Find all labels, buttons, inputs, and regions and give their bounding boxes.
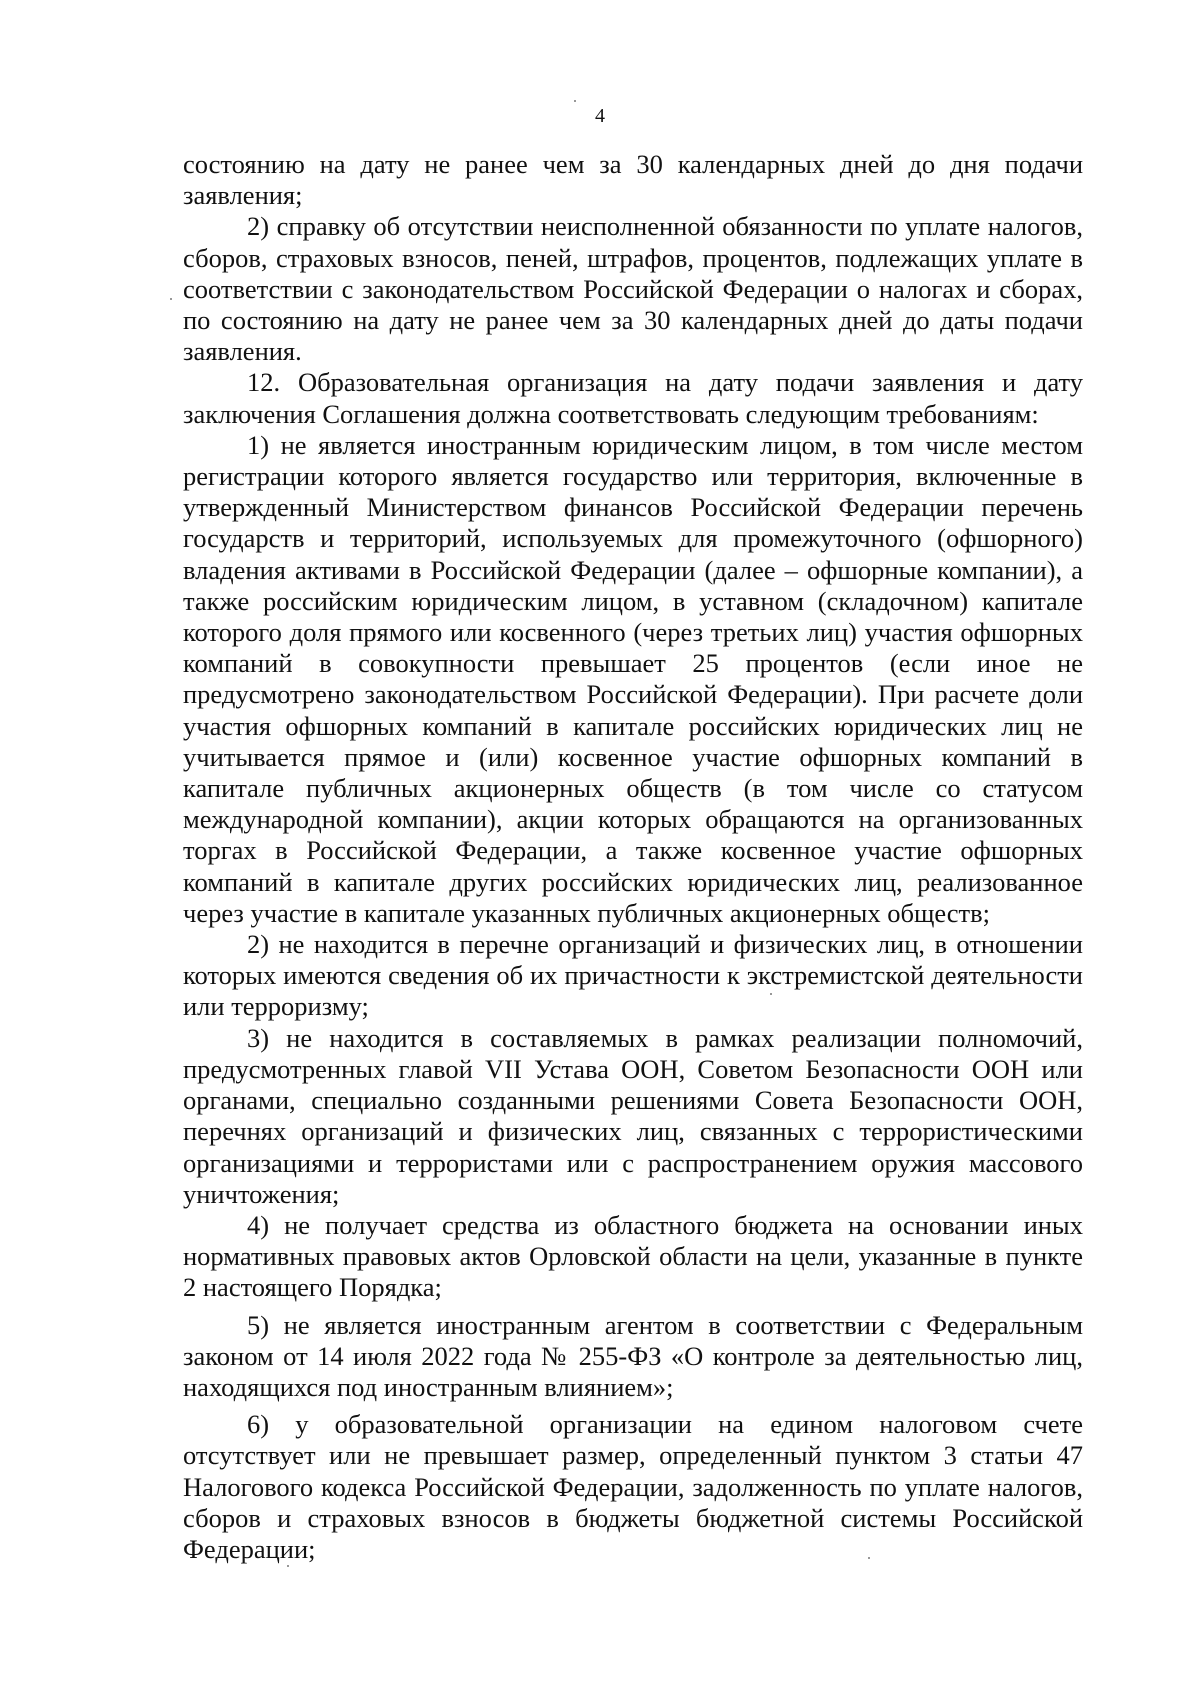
paragraph-requirement-1: 1) не является иностранным юридическим лицом, в том числе местом регистрации которого является государство или территория, включенные в утвержденный Министерством финансов Российской Федерации перечень государств и территорий, используемых для промежуточного (офшорного) владения активами в Российской Федерации (далее – офшорные компании), а также российским юридическим лицом, в уставном (складочном) капитале которого доля прямого или косвенного (через третьих лиц) участия офшорных компаний в совокупности превышает 25 процентов (если иное не предусмотрено законодательством Российской Федерации). При расчете доли участия офшорных компаний в капитале российских юридических лиц не учитывается прямое и (или) косвенное участие офшорных компаний в капитале публичных акционерных обществ (в том числе со статусом международной компании), акции которых обращаются на организованных торгах в Российской Федерации, а также косвенное участие офшорных компаний в капитале других российских юридических лиц, реализованное через участие в капитале указанных публичных акционерных обществ; xyxy=(183,429,1083,928)
paragraph-requirement-3: 3) не находится в составляемых в рамках реализации полномочий, предусмотренных главой VII Устава ООН, Советом Безопасности ООН или органами, специально созданными решениями Совета Безопасности ООН, перечнях организаций и физических лиц, связанных с террористическими организациями и террористами или с распространением оружия массового уничтожения; xyxy=(183,1022,1083,1209)
paragraph-item-2-tax-certificate: 2) справку об отсутствии неисполненной обязанности по уплате налогов, сборов, страховых взносов, пеней, штрафов, процентов, подлежащих уплате в соответствии с законодательством Российской Федерации о налогах и сборах, по состоянию на дату не ранее чем за 30 календарных дней до даты подачи заявления. xyxy=(183,211,1083,367)
paragraph-requirement-6: 6) у образовательной организации на едином налоговом счете отсутствует или не превышает размер, определенный пунктом 3 статьи 47 Налогового кодекса Российской Федерации, задолженность по уплате налогов, сборов и страховых взносов в бюджеты бюджетной системы Российской Федерации; xyxy=(183,1409,1083,1564)
paragraph-requirement-2: 2) не находится в перечне организаций и физических лиц, в отношении которых имеются сведения об их причастности к экстремистской деятельности или терроризму; xyxy=(183,929,1083,1022)
paragraph-section-12: 12. Образовательная организация на дату подачи заявления и дату заключения Соглашения должна соответствовать следующим требованиям: xyxy=(183,367,1083,429)
scan-speck xyxy=(868,1557,870,1559)
paragraph-requirement-5: 5) не является иностранным агентом в соответствии с Федеральным законом от 14 июля 2022 года № 255-ФЗ «О контроле за деятельностью лиц, находящихся под иностранным влиянием»; xyxy=(183,1309,1083,1402)
scan-speck xyxy=(574,100,576,102)
paragraph-continuation: состоянию на дату не ранее чем за 30 календарных дней до дня подачи заявления; xyxy=(183,149,1083,211)
paragraph-requirement-4: 4) не получает средства из областного бюджета на основании иных нормативных правовых актов Орловской области на цели, указанные в пункте 2 настоящего Порядка; xyxy=(183,1209,1083,1303)
scan-speck xyxy=(170,298,172,300)
scan-speck xyxy=(287,1565,289,1567)
page-number: 4 xyxy=(595,105,605,127)
scan-speck xyxy=(770,993,772,995)
document-body xyxy=(183,149,1083,1565)
